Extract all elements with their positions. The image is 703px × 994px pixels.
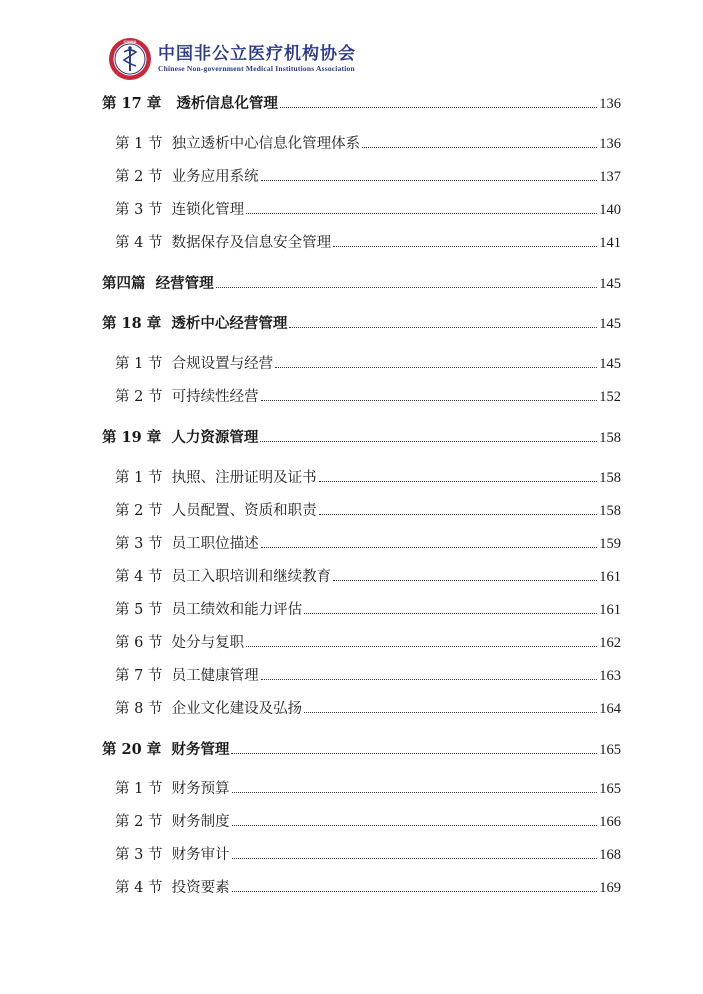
toc-page-number: 137 bbox=[599, 169, 621, 185]
toc-section-entry[interactable] bbox=[115, 845, 621, 865]
toc-entry-title: 第 20 章 财务管理 bbox=[102, 741, 230, 758]
toc-page-number: 158 bbox=[599, 470, 621, 486]
dot-leader bbox=[246, 213, 597, 214]
toc-entry-title: 第 1 节 独立透析中心信息化管理体系 bbox=[115, 136, 361, 152]
toc-chapter-entry[interactable] bbox=[102, 740, 621, 760]
toc-section-entry[interactable] bbox=[115, 354, 621, 374]
toc-entry-title: 第 7 节 员工健康管理 bbox=[115, 668, 259, 684]
toc-entry-title: 第 4 节 员工入职培训和继续教育 bbox=[115, 569, 332, 585]
toc-entry-title: 第 2 节 财务制度 bbox=[115, 814, 230, 830]
dot-leader bbox=[280, 107, 597, 108]
toc-page-number: 159 bbox=[599, 536, 621, 552]
toc-section-entry[interactable] bbox=[115, 468, 621, 488]
toc-entry-title: 第 1 节 合规设置与经营 bbox=[115, 356, 274, 372]
dot-leader bbox=[319, 481, 598, 482]
toc-entry-title: 第 19 章 人力资源管理 bbox=[102, 429, 259, 446]
org-name-cn: 中国非公立医疗机构协会 bbox=[158, 44, 356, 64]
toc-section-entry[interactable] bbox=[115, 501, 621, 521]
toc-page-number: 169 bbox=[599, 880, 621, 896]
dot-leader bbox=[362, 147, 597, 148]
toc-page-number: 152 bbox=[599, 389, 621, 405]
toc-entry-title: 第 2 节 人员配置、资质和职责 bbox=[115, 503, 317, 519]
toc-page-number: 136 bbox=[599, 96, 621, 112]
dot-leader bbox=[304, 613, 597, 614]
toc-entry-title: 第 3 节 财务审计 bbox=[115, 847, 230, 863]
toc-chapter-entry[interactable] bbox=[102, 428, 621, 448]
toc-section-entry[interactable] bbox=[115, 567, 621, 587]
toc-chapter-entry[interactable] bbox=[102, 94, 621, 114]
toc-entry-title: 第 1 节 财务预算 bbox=[115, 781, 230, 797]
page-header bbox=[108, 36, 356, 82]
toc-page-number: 161 bbox=[599, 602, 621, 618]
toc-entry-title: 第 1 节 执照、注册证明及证书 bbox=[115, 470, 317, 486]
toc-section-entry[interactable] bbox=[115, 779, 621, 799]
toc-section-entry[interactable] bbox=[115, 233, 621, 253]
toc-entry-title: 第 8 节 企业文化建设及弘扬 bbox=[115, 701, 303, 717]
toc-section-entry[interactable] bbox=[115, 167, 621, 187]
toc-page-number: 166 bbox=[599, 814, 621, 830]
toc-entry-title: 第 3 节 连锁化管理 bbox=[115, 202, 245, 218]
toc-page-number: 158 bbox=[599, 430, 621, 446]
toc-page-number: 145 bbox=[599, 276, 621, 292]
toc-section-entry[interactable] bbox=[115, 134, 621, 154]
toc-section-entry[interactable] bbox=[115, 633, 621, 653]
org-name-en: Chinese Non-government Medical Institutions Association bbox=[158, 64, 355, 73]
toc-page-number: 136 bbox=[599, 136, 621, 152]
toc-page-number: 161 bbox=[599, 569, 621, 585]
dot-leader bbox=[216, 287, 598, 288]
toc-entry-title: 第 4 节 投资要素 bbox=[115, 880, 230, 896]
toc-section-entry[interactable] bbox=[115, 200, 621, 220]
toc-page-number: 165 bbox=[599, 742, 621, 758]
dot-leader bbox=[232, 792, 598, 793]
dot-leader bbox=[232, 891, 598, 892]
dot-leader bbox=[289, 327, 597, 328]
association-seal-icon bbox=[108, 37, 152, 81]
toc-chapter-entry[interactable] bbox=[102, 274, 621, 294]
toc-section-entry[interactable] bbox=[115, 600, 621, 620]
toc-page-number: 165 bbox=[599, 781, 621, 797]
toc-entry-title: 第 2 节 业务应用系统 bbox=[115, 169, 259, 185]
dot-leader bbox=[261, 547, 598, 548]
toc-page-number: 140 bbox=[599, 202, 621, 218]
toc-entry-title: 第 18 章 透析中心经营管理 bbox=[102, 315, 288, 332]
dot-leader bbox=[304, 712, 597, 713]
toc-entry-title: 第 17 章 透析信息化管理 bbox=[102, 95, 278, 112]
toc-section-entry[interactable] bbox=[115, 666, 621, 686]
dot-leader bbox=[261, 679, 598, 680]
dot-leader bbox=[231, 753, 597, 754]
toc-entry-title: 第四篇 经营管理 bbox=[102, 275, 214, 292]
toc-chapter-entry[interactable] bbox=[102, 314, 621, 334]
dot-leader bbox=[319, 514, 598, 515]
dot-leader bbox=[275, 367, 597, 368]
toc-entry-title: 第 2 节 可持续性经营 bbox=[115, 389, 259, 405]
dot-leader bbox=[333, 580, 597, 581]
toc-section-entry[interactable] bbox=[115, 534, 621, 554]
toc-section-entry[interactable] bbox=[115, 878, 621, 898]
toc-page-number: 163 bbox=[599, 668, 621, 684]
dot-leader bbox=[261, 180, 598, 181]
toc-section-entry[interactable] bbox=[115, 387, 621, 407]
toc-entry-title: 第 4 节 数据保存及信息安全管理 bbox=[115, 235, 332, 251]
toc-page-number: 164 bbox=[599, 701, 621, 717]
toc-page-number: 145 bbox=[599, 316, 621, 332]
toc-page-number: 145 bbox=[599, 356, 621, 372]
dot-leader bbox=[246, 646, 597, 647]
dot-leader bbox=[232, 825, 598, 826]
dot-leader bbox=[261, 400, 598, 401]
toc-page-number: 162 bbox=[599, 635, 621, 651]
toc-page-number: 158 bbox=[599, 503, 621, 519]
dot-leader bbox=[232, 858, 598, 859]
toc-entry-title: 第 3 节 员工职位描述 bbox=[115, 536, 259, 552]
toc-section-entry[interactable] bbox=[115, 699, 621, 719]
toc-section-entry[interactable] bbox=[115, 812, 621, 832]
toc-page-number: 141 bbox=[599, 235, 621, 251]
toc-entry-title: 第 5 节 员工绩效和能力评估 bbox=[115, 602, 303, 618]
dot-leader bbox=[333, 246, 597, 247]
seal-text: CNMIA bbox=[123, 39, 137, 45]
dot-leader bbox=[260, 441, 597, 442]
org-name-block bbox=[158, 44, 356, 74]
toc-page-number: 168 bbox=[599, 847, 621, 863]
toc-entry-title: 第 6 节 处分与复职 bbox=[115, 635, 245, 651]
